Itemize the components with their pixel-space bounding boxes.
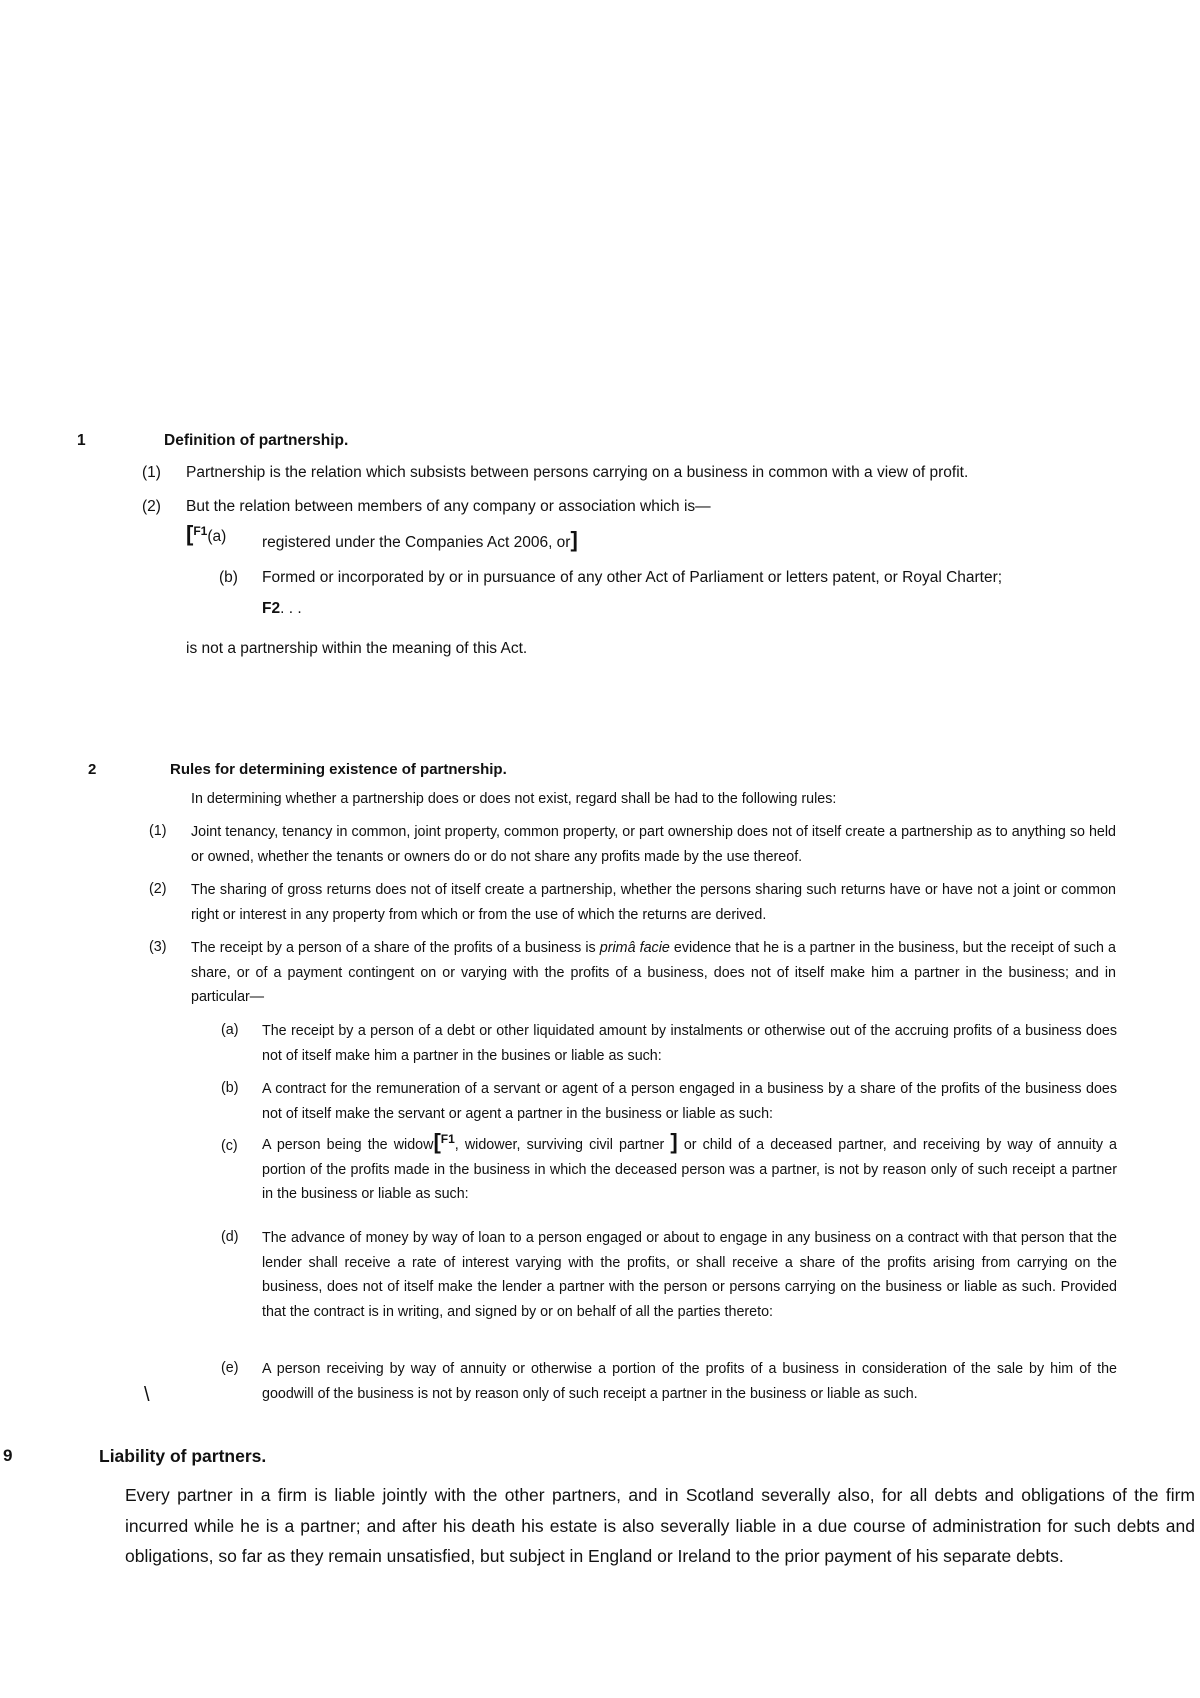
subsection-text: Partnership is the relation which subsists between persons carrying on a business in common with a view of profit. xyxy=(186,464,969,481)
section-heading: Liability of partners. xyxy=(99,1446,267,1466)
footnote-ref-f1[interactable]: F1 xyxy=(193,523,208,538)
intro-text: In determining whether a partnership does or does not exist, regard shall be had to the following rules: xyxy=(191,791,837,807)
paragraph-text xyxy=(262,1129,1118,1207)
paragraph-text-part: , widower, surviving civil partner xyxy=(454,1137,665,1153)
section-heading: Definition of partnership. xyxy=(164,432,349,449)
section-number: 1 xyxy=(77,432,86,449)
paragraph-text: A person receiving by way of annuity or otherwise a portion of the profits of a business in consideration of the sale by him of the goodwill of the business is not by reason only of such receipt a partner in the business or liable as such. xyxy=(262,1361,1117,1402)
paragraph-label: (d) xyxy=(221,1229,239,1245)
paragraph-text xyxy=(262,527,1082,552)
closing-text: is not a partnership within the meaning of this Act. xyxy=(186,640,528,657)
stray-mark: \ xyxy=(144,1384,150,1406)
paragraph-text-a: registered under the Companies Act 2006, or xyxy=(262,534,571,551)
open-bracket: [ xyxy=(433,1129,441,1154)
section-heading: Rules for determining existence of partnership. xyxy=(170,761,507,778)
rule-text-part: evidence that he is a partner in the business, but the receipt of such a share, or of a payment contingent on or varying with the profits of a business, does not of itself make him a partner in the business; and in particular— xyxy=(191,940,1116,1005)
subsection-text: But the relation between members of any company or association which is— xyxy=(186,498,711,515)
paragraph-text: The advance of money by way of loan to a person engaged or about to engage in any business on a contract with that person that the lender shall receive a rate of interest varying with the profits, or shall receive a share of the profits arising from carrying on the business, does not of itself make the lender a partner with the person or persons carrying on the business or liable as such. Provided that the contract is in writing, and signed by or on behalf of all the parties thereto: xyxy=(262,1230,1117,1320)
paragraph-text: The receipt by a person of a debt or other liquidated amount by instalments or otherwise out of the accruing profits of a business does not of itself make him a partner in the busines or liable as such: xyxy=(262,1023,1117,1064)
section-number: 2 xyxy=(88,761,97,778)
open-bracket: [ xyxy=(186,521,194,546)
rule-text: Joint tenancy, tenancy in common, joint property, common property, or part ownership does not of itself create a partnership as to anything so held or owned, whether the tenants or owners do or do not share any profits made by the use thereof. xyxy=(191,824,1116,865)
close-bracket: ] xyxy=(570,527,578,552)
rule-text-part: The receipt by a person of a share of the profits of a business is xyxy=(191,940,600,956)
paragraph-label: (b) xyxy=(221,1080,239,1096)
paragraph-text: Formed or incorporated by or in pursuance of any other Act of Parliament or letters patent, or Royal Charter; xyxy=(262,569,1003,586)
paragraph-label: (a) xyxy=(221,1022,239,1038)
rule-label: (1) xyxy=(149,823,167,839)
latin-term: primâ facie xyxy=(599,940,670,956)
footnote-ref-f1[interactable]: F1 xyxy=(440,1132,455,1147)
section-number: 9 xyxy=(3,1446,13,1465)
paragraph-label: (e) xyxy=(221,1360,239,1376)
rule-label: (2) xyxy=(149,881,167,897)
paragraph-label: (c) xyxy=(221,1138,238,1154)
amendment-marker xyxy=(186,521,227,546)
paragraph-text: A contract for the remuneration of a servant or agent of a person engaged in a business by a share of the profits of the business does not of itself make the servant or agent a partner in the business or liable as such: xyxy=(262,1081,1117,1122)
paragraph-text-part: or child of a deceased partner, and receiving by way of annuity a portion of the profits made in the business in which the deceased person was a partner, is not by reason only of such receipt a partner in the business or liable as such: xyxy=(262,1137,1118,1202)
rule-text xyxy=(191,936,1116,1010)
footnote-ref-f2[interactable]: F2 xyxy=(262,600,281,617)
close-bracket: ] xyxy=(670,1129,678,1154)
subsection-label: (2) xyxy=(142,498,161,515)
paragraph-label: (a) xyxy=(207,528,227,545)
paragraph-label: (b) xyxy=(219,569,238,586)
rule-label: (3) xyxy=(149,939,167,955)
paragraph-text-part: A person being the widow xyxy=(262,1137,434,1153)
repeal-marker xyxy=(262,600,302,618)
section-text: Every partner in a firm is liable jointly with the other partners, and in Scotland severally also, for all debts and obligations of the firm incurred while he is a partner; and after his death his estate is also severally liable in a due course of administration for such debts and obligations, so far as they remain unsatisfied, but subject in England or Ireland to the prior payment of his separate debts. xyxy=(125,1485,1195,1566)
subsection-label: (1) xyxy=(142,464,161,481)
repeal-dots: . . . xyxy=(280,600,302,617)
rule-text: The sharing of gross returns does not of itself create a partnership, whether the persons sharing such returns have or have not a joint or common right or interest in any property from which or from the use of which the returns are derived. xyxy=(191,882,1116,923)
